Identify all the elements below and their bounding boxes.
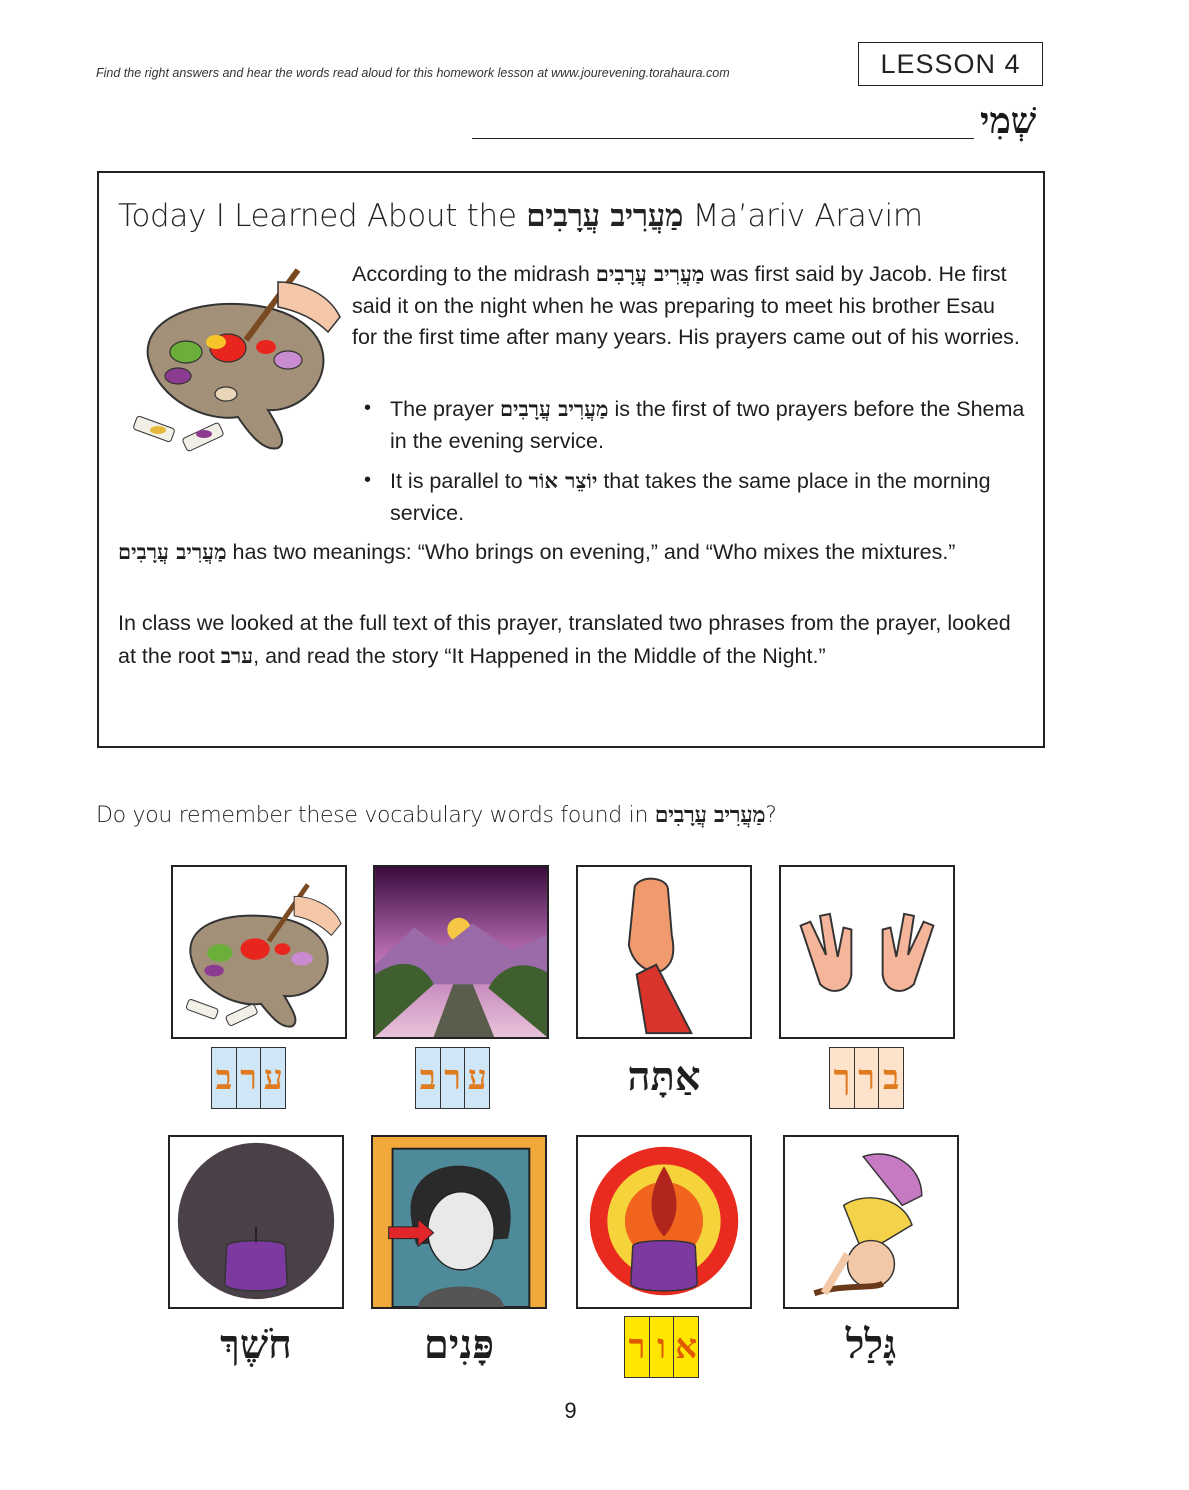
word-panim: פָּנִים bbox=[423, 1321, 495, 1368]
letter-tile: ע bbox=[464, 1047, 490, 1109]
letter-tile: א bbox=[673, 1316, 699, 1378]
tiles-barukh bbox=[829, 1047, 904, 1109]
tiles-erev-1 bbox=[211, 1047, 286, 1109]
letter-tile: ר bbox=[236, 1047, 262, 1109]
paint-palette-image bbox=[171, 865, 347, 1039]
letter-tile: ב bbox=[878, 1047, 904, 1109]
midrash-paragraph: According to the midrash מַעֲרִיב עֲרָבִים was first said by Jacob. He first said it on the night when he was preparing to meet his brother Esau for the first time after many years. His prayers came out of his worries. bbox=[352, 261, 1020, 349]
cartwheel-girl-image bbox=[783, 1135, 959, 1309]
vocab-question: Do you remember these vocabulary words found in מַעֲרִיב עֲרָבִים? bbox=[96, 802, 777, 828]
bright-candle-image bbox=[576, 1135, 752, 1309]
box-title bbox=[118, 198, 923, 234]
word-galal: גָּלַל bbox=[845, 1321, 897, 1368]
face-portrait-image bbox=[371, 1135, 547, 1309]
bullet-parallel: • It is parallel to יוֹצֵר אוֹר that takes the same place in the morning service. bbox=[390, 465, 1030, 529]
dark-candle-image bbox=[168, 1135, 344, 1309]
meanings-paragraph: מַעֲרִיב עֲרָבִים has two meanings: “Who brings on evening,” and “Who mixes the mixtures.” bbox=[118, 539, 956, 564]
title-hebrew: מַעֲרִיב עֲרָבִים bbox=[526, 198, 684, 234]
priestly-hands-image bbox=[779, 865, 955, 1039]
homework-note: Find the right answers and hear the words read aloud for this homework lesson at www.jourevening.torahaura.com bbox=[96, 66, 730, 80]
tiles-erev-2 bbox=[415, 1047, 490, 1109]
bullet-first-prayer: • The prayer מַעֲרִיב עֲרָבִים is the first of two prayers before the Shema in the evening service. bbox=[390, 393, 1030, 457]
letter-tile: ר bbox=[854, 1047, 880, 1109]
bullet-dot: • bbox=[364, 469, 372, 491]
letter-tile: ע bbox=[260, 1047, 286, 1109]
purple-sunset-image bbox=[373, 865, 549, 1039]
word-atah: אַתָּה bbox=[627, 1053, 701, 1100]
page-number: 9 bbox=[564, 1398, 577, 1423]
word-choshekh: חֹשֶׁךְ bbox=[220, 1321, 292, 1368]
name-label: שְׁמִי bbox=[980, 100, 1037, 142]
class-summary-paragraph: In class we looked at the full text of this prayer, translated two phrases from the prayer, looked at the root ערב, and read the story “It Happened in the Middle of the Night.” bbox=[118, 611, 1011, 668]
paint-palette-illustration bbox=[128, 262, 346, 452]
name-write-line bbox=[472, 138, 974, 139]
tiles-or bbox=[624, 1316, 699, 1378]
title-prefix: Today I Learned About the bbox=[118, 198, 517, 234]
title-suffix: Ma’ariv Aravim bbox=[692, 198, 923, 234]
bullet-dot: • bbox=[364, 397, 372, 419]
lesson-label: LESSON 4 bbox=[858, 42, 1043, 86]
letter-tile: ך bbox=[829, 1047, 855, 1109]
letter-tile: ב bbox=[415, 1047, 441, 1109]
letter-tile: ר bbox=[624, 1316, 650, 1378]
letter-tile: ו bbox=[649, 1316, 675, 1378]
letter-tile: ב bbox=[211, 1047, 237, 1109]
letter-tile: ר bbox=[440, 1047, 466, 1109]
pointing-hand-image bbox=[576, 865, 752, 1039]
